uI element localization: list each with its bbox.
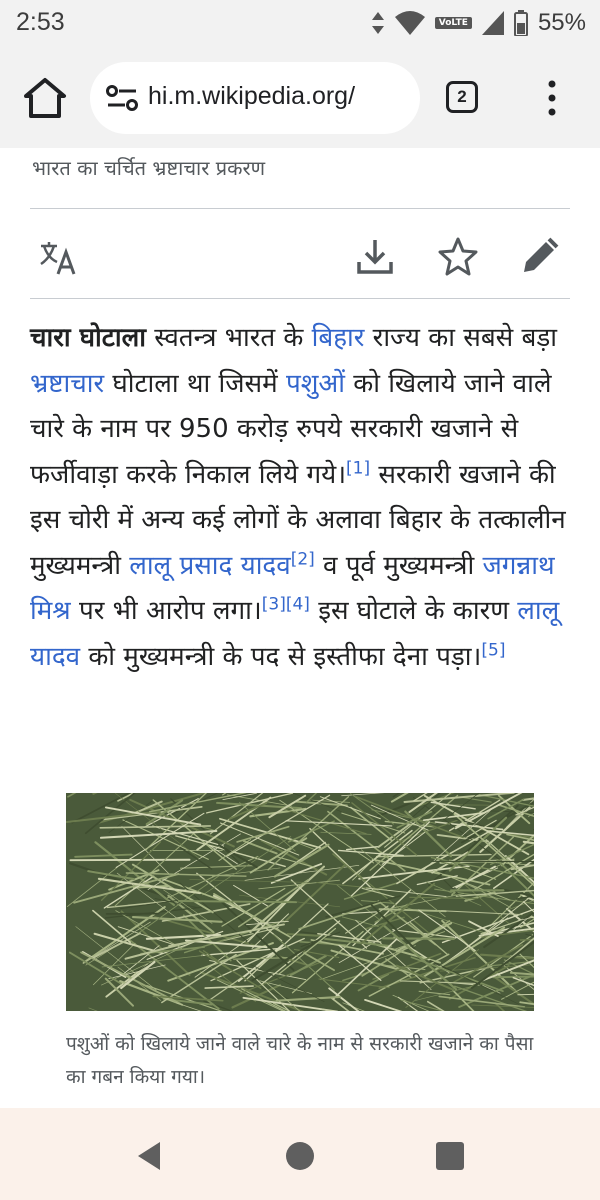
reference-5[interactable]: [5] [481, 639, 506, 660]
recents-square-icon[interactable] [434, 1140, 466, 1172]
article-text: घोटाला था जिसमें [104, 368, 286, 399]
web-page [0, 148, 600, 1108]
home-circle-icon[interactable] [284, 1140, 316, 1172]
reference-1[interactable]: [1] [346, 457, 371, 478]
data-arrows-icon [371, 12, 385, 34]
image-caption: पशुओं को खिलाये जाने वाले चारे के नाम से सरकारी खजाने का पैसा का गबन किया गया। [66, 1033, 534, 1088]
link-animals[interactable]: पशुओं [285, 368, 345, 399]
star-icon[interactable] [438, 236, 478, 276]
article-text: स्वतन्त्र भारत के [145, 323, 312, 353]
link-lalu-prasad-yadav[interactable]: लालू प्रसाद यादव [129, 550, 291, 581]
reference-3[interactable]: [3] [261, 594, 286, 615]
status-icons [371, 8, 586, 38]
status-time: 2:53 [16, 8, 65, 36]
back-triangle-icon[interactable] [134, 1140, 166, 1172]
article-text: को मुख्यमन्त्री के पद से इस्तीफा देना पड़ा। [80, 641, 482, 672]
status-bar [0, 0, 600, 48]
download-icon[interactable] [355, 236, 395, 276]
system-nav-bar [0, 1108, 600, 1200]
article-title-bold: चारा घोटाला [30, 323, 146, 353]
url-text[interactable]: hi.m.wikipedia.org/ [148, 82, 356, 110]
language-icon[interactable] [38, 238, 78, 278]
divider-top [30, 208, 570, 209]
article-paragraph [30, 316, 575, 680]
reference-4[interactable]: [4] [285, 594, 310, 615]
page-subtitle: भारत का चर्चित भ्रष्टाचार प्रकरण [32, 156, 266, 180]
edit-pencil-icon[interactable] [520, 236, 560, 276]
overflow-menu-icon[interactable] [540, 78, 564, 118]
article-text: सरकारी खजाने की इस चोरी में अन्य कई लोगों के अलावा बिहार के तत्कालीन मुख्यमन्त्री [30, 459, 566, 581]
divider-toolbar [30, 298, 570, 299]
article-text: इस घोटाले के कारण [309, 596, 518, 626]
link-jagannath-mishra[interactable]: जगन्नाथ मिश्र [30, 550, 555, 626]
link-lalu-yadav[interactable]: लालू यादव [30, 596, 560, 672]
reference-2[interactable]: [2] [290, 548, 315, 569]
battery-icon [514, 10, 528, 36]
article-text: को खिलाये जाने वाले चारे के नाम पर 950 करोड़ रुपये सरकारी खजाने से फर्जीवाड़ा करके निकाल लिये गये। [30, 368, 552, 490]
article-text: व पूर्व मुख्यमन्त्री [314, 550, 483, 581]
browser-toolbar [0, 48, 600, 148]
link-bihar[interactable]: बिहार [311, 323, 365, 353]
signal-icon [482, 11, 504, 35]
volte-badge: VoLTE [435, 17, 472, 29]
article-text: राज्य का सबसे बड़ा [364, 323, 557, 353]
home-icon[interactable] [22, 76, 68, 120]
wifi-icon [395, 11, 425, 35]
site-info-icon[interactable] [106, 84, 138, 112]
tabs-icon[interactable] [446, 81, 478, 113]
link-corruption[interactable]: भ्रष्टाचार [30, 368, 105, 399]
hay-fodder-image[interactable] [66, 793, 534, 1011]
tab-count: 2 [457, 87, 467, 106]
battery-percent: 55% [537, 9, 586, 36]
article-text: पर भी आरोप लगा। [70, 596, 262, 626]
address-bar[interactable] [90, 62, 420, 134]
